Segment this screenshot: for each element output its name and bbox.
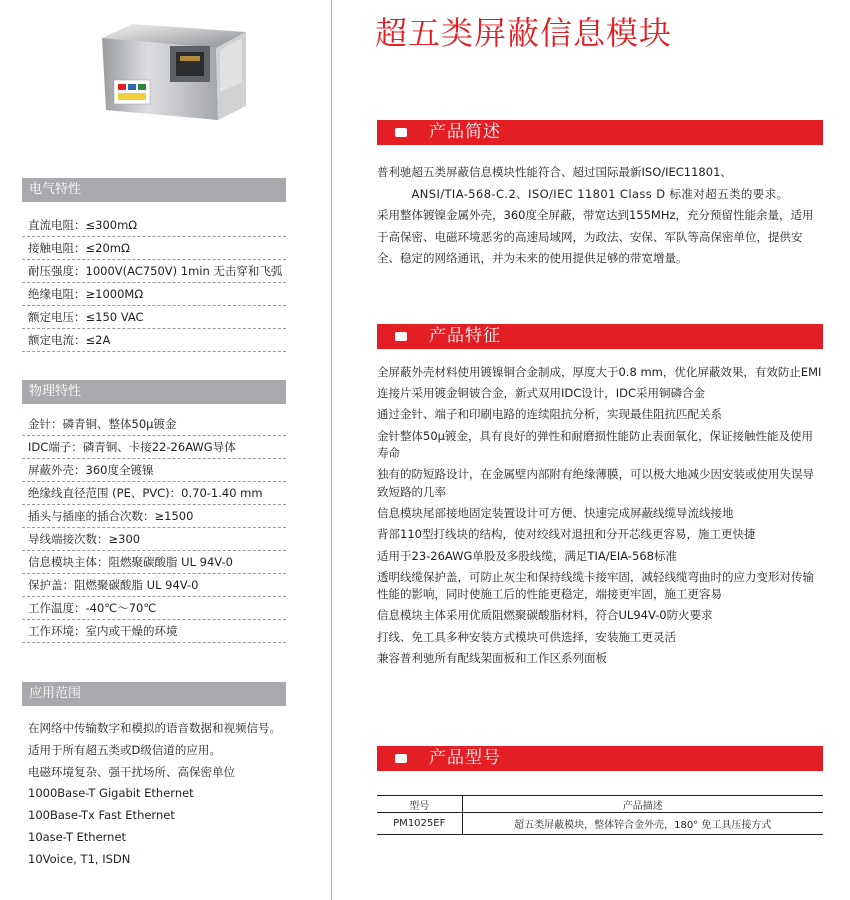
list-item: 10Voice, T1, ISDN bbox=[28, 851, 131, 866]
bullet-icon bbox=[395, 754, 407, 763]
list-item: 兼容普利驰所有配线架面板和工作区系列面板 bbox=[377, 650, 607, 665]
list-item: 金针：磷青铜、整体50μ镀金 bbox=[22, 413, 286, 436]
table-header-row bbox=[377, 796, 823, 813]
overview-text bbox=[377, 162, 823, 270]
physical-heading: 物理特性 bbox=[22, 380, 286, 404]
overview-paragraph: 采用整体镀镍金属外壳，360度全屏蔽，带宽达到155MHz，充分预留性能余量，适用于高保密、电磁环境恶劣的高速局域网，为政法、安保、军队等高保密单位，提供安全、稳定的网络通讯，并为未来的使用提供足够的带宽增量。 bbox=[377, 208, 814, 266]
list-item: 信息模块主体：阻燃聚碳酸脂 UL 94V-0 bbox=[22, 551, 286, 574]
list-item: 连接片采用镀金铜铍合金，新式双用IDC设计，IDC采用铜磷合金 bbox=[377, 386, 706, 401]
models-heading: 产品型号 bbox=[429, 748, 501, 768]
list-item: 信息模块尾部接地固定装置设计可方便、快速完成屏蔽线缆导流线接地 bbox=[377, 506, 734, 521]
column-header-description: 产品描述 bbox=[462, 796, 823, 813]
features-section-bar bbox=[377, 324, 823, 349]
electrical-list bbox=[22, 214, 286, 352]
list-item: 插头与插座的插合次数：≥1500 bbox=[22, 505, 286, 528]
list-item: 导线端接次数：≥300 bbox=[22, 528, 286, 551]
list-item: 直流电阻：≤300mΩ bbox=[22, 214, 286, 237]
list-item: 适用于所有超五类或D级信道的应用。 bbox=[28, 742, 221, 757]
overview-section-bar bbox=[377, 120, 823, 145]
list-item: 背部110型打线块的结构，使对绞线对退扭和分开芯线更容易，施工更快捷 bbox=[377, 527, 756, 542]
list-item: IDC端子：磷青铜、卡接22-26AWG导体 bbox=[22, 436, 286, 459]
description-cell: 超五类屏蔽模块，整体锌合金外壳，180° 免工具压接方式 bbox=[462, 813, 823, 835]
column-header-model: 型号 bbox=[377, 796, 462, 813]
model-cell: PM1025EF bbox=[377, 813, 462, 835]
table-row bbox=[377, 813, 823, 835]
column-divider bbox=[331, 0, 332, 900]
electrical-heading: 电气特性 bbox=[22, 178, 286, 202]
list-item: 额定电压：≤150 VAC bbox=[22, 306, 286, 329]
keystone-module-image bbox=[100, 20, 248, 124]
list-item: 保护盖：阻燃聚碳酸脂 UL 94V-0 bbox=[22, 574, 286, 597]
page-title: 超五类屏蔽信息模块 bbox=[375, 14, 673, 52]
list-item: 通过金针、端子和印刷电路的连续阻抗分析，实现最佳阻抗匹配关系 bbox=[377, 407, 722, 422]
features-list bbox=[377, 364, 823, 671]
list-item: 工作环境：室内或干燥的环境 bbox=[22, 620, 286, 643]
list-item: 10ase-T Ethernet bbox=[28, 829, 127, 844]
application-heading: 应用范围 bbox=[22, 682, 286, 706]
model-table bbox=[377, 795, 823, 835]
list-item: 1000Base-T Gigabit Ethernet bbox=[28, 786, 194, 801]
list-item: 在网络中传输数字和模拟的语音数据和视频信号。 bbox=[28, 721, 281, 735]
list-item: 100Base-Tx Fast Ethernet bbox=[28, 808, 175, 823]
list-item: 透明线缆保护盖，可防止灰尘和保持线缆卡接牢固，减轻线缆弯曲时的应力变形对传输性能的影响，同时使施工后的性能更稳定，端接更牢固，施工更容易 bbox=[377, 569, 814, 602]
list-item: 绝缘线直径范围 (PE、PVC)：0.70-1.40 mm bbox=[22, 482, 286, 505]
list-item: 适用于23-26AWG单股及多股线缆，满足TIA/EIA-568标准 bbox=[377, 548, 677, 563]
physical-list bbox=[22, 413, 286, 643]
models-section-bar bbox=[377, 746, 823, 771]
list-item: 工作温度：-40℃～70℃ bbox=[22, 597, 286, 620]
list-item: 屏蔽外壳：360度全镀镍 bbox=[22, 459, 286, 482]
application-list bbox=[28, 718, 288, 871]
list-item: 打线、免工具多种安装方式模块可供选择，安装施工更灵活 bbox=[377, 629, 676, 644]
list-item: 信息模块主体采用优质阻燃聚碳酸脂材料，符合UL94V-0防火要求 bbox=[377, 608, 713, 623]
list-item: 电磁环境复杂、强干扰场所、高保密单位 bbox=[28, 764, 235, 779]
overview-line: 普利驰超五类屏蔽信息模块性能符合、超过国际最新ISO/IEC11801、 bbox=[377, 165, 732, 179]
list-item: 额定电流：≤2A bbox=[22, 329, 286, 352]
list-item: 金针整体50μ镀金，具有良好的弹性和耐磨损性能防止表面氧化，保证接触性能及使用寿命 bbox=[377, 428, 813, 461]
overview-heading: 产品简述 bbox=[429, 122, 501, 142]
overview-line: ANSI/TIA-568-C.2、ISO/IEC 11801 Class D 标准对超五类的要求。 bbox=[411, 186, 789, 201]
list-item: 接触电阻：≤20mΩ bbox=[22, 237, 286, 260]
features-heading: 产品特征 bbox=[429, 326, 501, 346]
bullet-icon bbox=[395, 128, 407, 137]
list-item: 全屏蔽外壳材料使用镀镍铜合金制成，厚度大于0.8 mm，优化屏蔽效果，有效防止EMI bbox=[377, 365, 822, 379]
list-item: 绝缘电阻：≥1000MΩ bbox=[22, 283, 286, 306]
list-item: 耐压强度：1000V(AC750V) 1min 无击穿和飞弧 bbox=[22, 260, 286, 283]
list-item: 独有的防短路设计，在金属壁内部附有绝缘薄膜，可以极大地减少因安装或使用失误导致短路的几率 bbox=[377, 467, 814, 499]
bullet-icon bbox=[395, 332, 407, 341]
